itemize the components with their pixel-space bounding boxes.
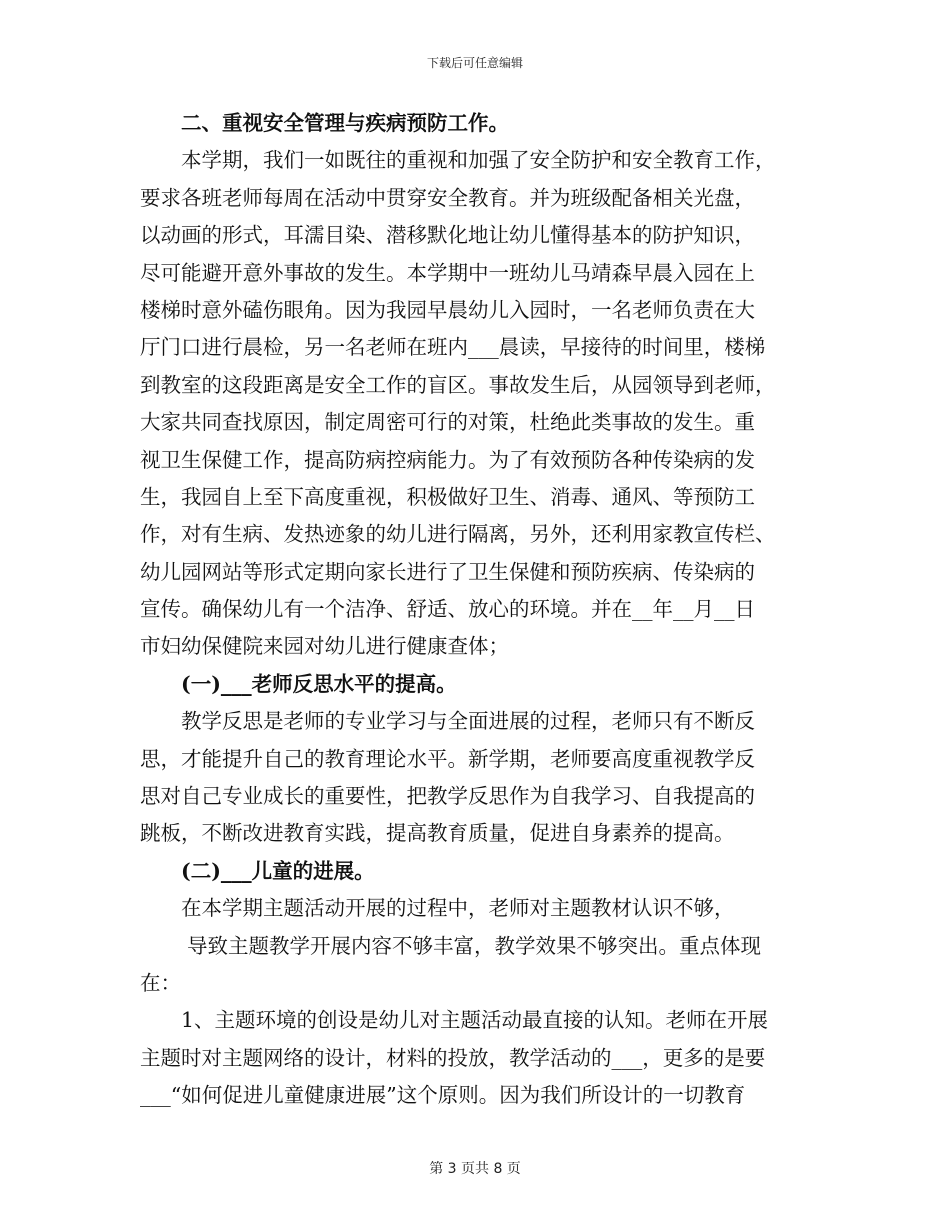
subsection-heading: (一)___老师反思水平的提高。 [181,671,457,696]
paragraph-line: 导致主题教学开展内容不够丰富，教学效果不够突出。重点体现 [187,933,761,958]
paragraph-line: 本学期，我们一如既往的重视和加强了安全防护和安全教育工作， [181,148,776,173]
section-heading: 二、重视安全管理与疾病预防工作。 [181,111,509,135]
paragraph-line: 厅门口进行晨检，另一名老师在班内___晨读，早接待的时间里，楼梯 [140,335,766,360]
paragraph-line: 宣传。确保幼儿有一个洁净、舒适、放心的环境。并在__年__月__日 [140,597,755,622]
paragraph-line: 大家共同查找原因，制定周密可行的对策，杜绝此类事故的发生。重 [140,410,755,435]
paragraph-line: 视卫生保健工作，提高防病控病能力。为了有效预防各种传染病的发 [140,447,755,472]
subsection-heading: (二)___儿童的进展。 [181,858,375,883]
paragraph-line: ___“如何促进儿童健康进展”这个原则。因为我们所设计的一切教育 [140,1083,746,1108]
paragraph-line: 生，我园自上至下高度重视，积极做好卫生、消毒、通风、等预防工 [140,484,755,509]
page-header: 下载后可任意编辑 [426,56,523,70]
paragraph-line: 主题时对主题网络的设计，材料的投放，教学活动的___，更多的是要 [140,1045,766,1070]
paragraph-line: 教学反思是老师的专业学习与全面进展的过程，老师只有不断反 [181,709,755,734]
paragraph-line: 市妇幼保健院来园对幼儿进行健康查体； [140,634,509,659]
page-footer: 第 3 页共 8 页 [429,1161,521,1177]
paragraph-line: 作，对有生病、发热迹象的幼儿进行隔离，另外，还利用家教宣传栏、 [140,522,776,547]
paragraph-line: 1、主题环境的创设是幼儿对主题活动最直接的认知。老师在开展 [181,1008,769,1033]
paragraph-line: 尽可能避开意外事故的发生。本学期中一班幼儿马靖森早晨入园在上 [140,260,755,285]
paragraph-line: 思，才能提升自己的教育理论水平。新学期，老师要高度重视教学反 [140,746,755,771]
paragraph-line: 思对自己专业成长的重要性，把教学反思作为自我学习、自我提高的 [140,784,755,809]
paragraph-line: 幼儿园网站等形式定期向家长进行了卫生保健和预防疾病、传染病的 [140,559,755,584]
paragraph-line: 要求各班老师每周在活动中贯穿安全教育。并为班级配备相关光盘， [140,185,755,210]
paragraph-line: 在本学期主题活动开展的过程中，老师对主题教材认识不够， [181,896,735,921]
document-body [140,105,815,1115]
paragraph-line: 楼梯时意外磕伤眼角。因为我园早晨幼儿入园时，一名老师负责在大 [140,297,755,322]
paragraph-line: 在： [140,970,181,995]
paragraph-line: 跳板，不断改进教育实践，提高教育质量，促进自身素养的提高。 [140,821,735,846]
paragraph-line: 以动画的形式，耳濡目染、潜移默化地让幼儿懂得基本的防护知识， [140,223,755,248]
paragraph-line: 到教室的这段距离是安全工作的盲区。事故发生后，从园领导到老师， [140,372,776,397]
